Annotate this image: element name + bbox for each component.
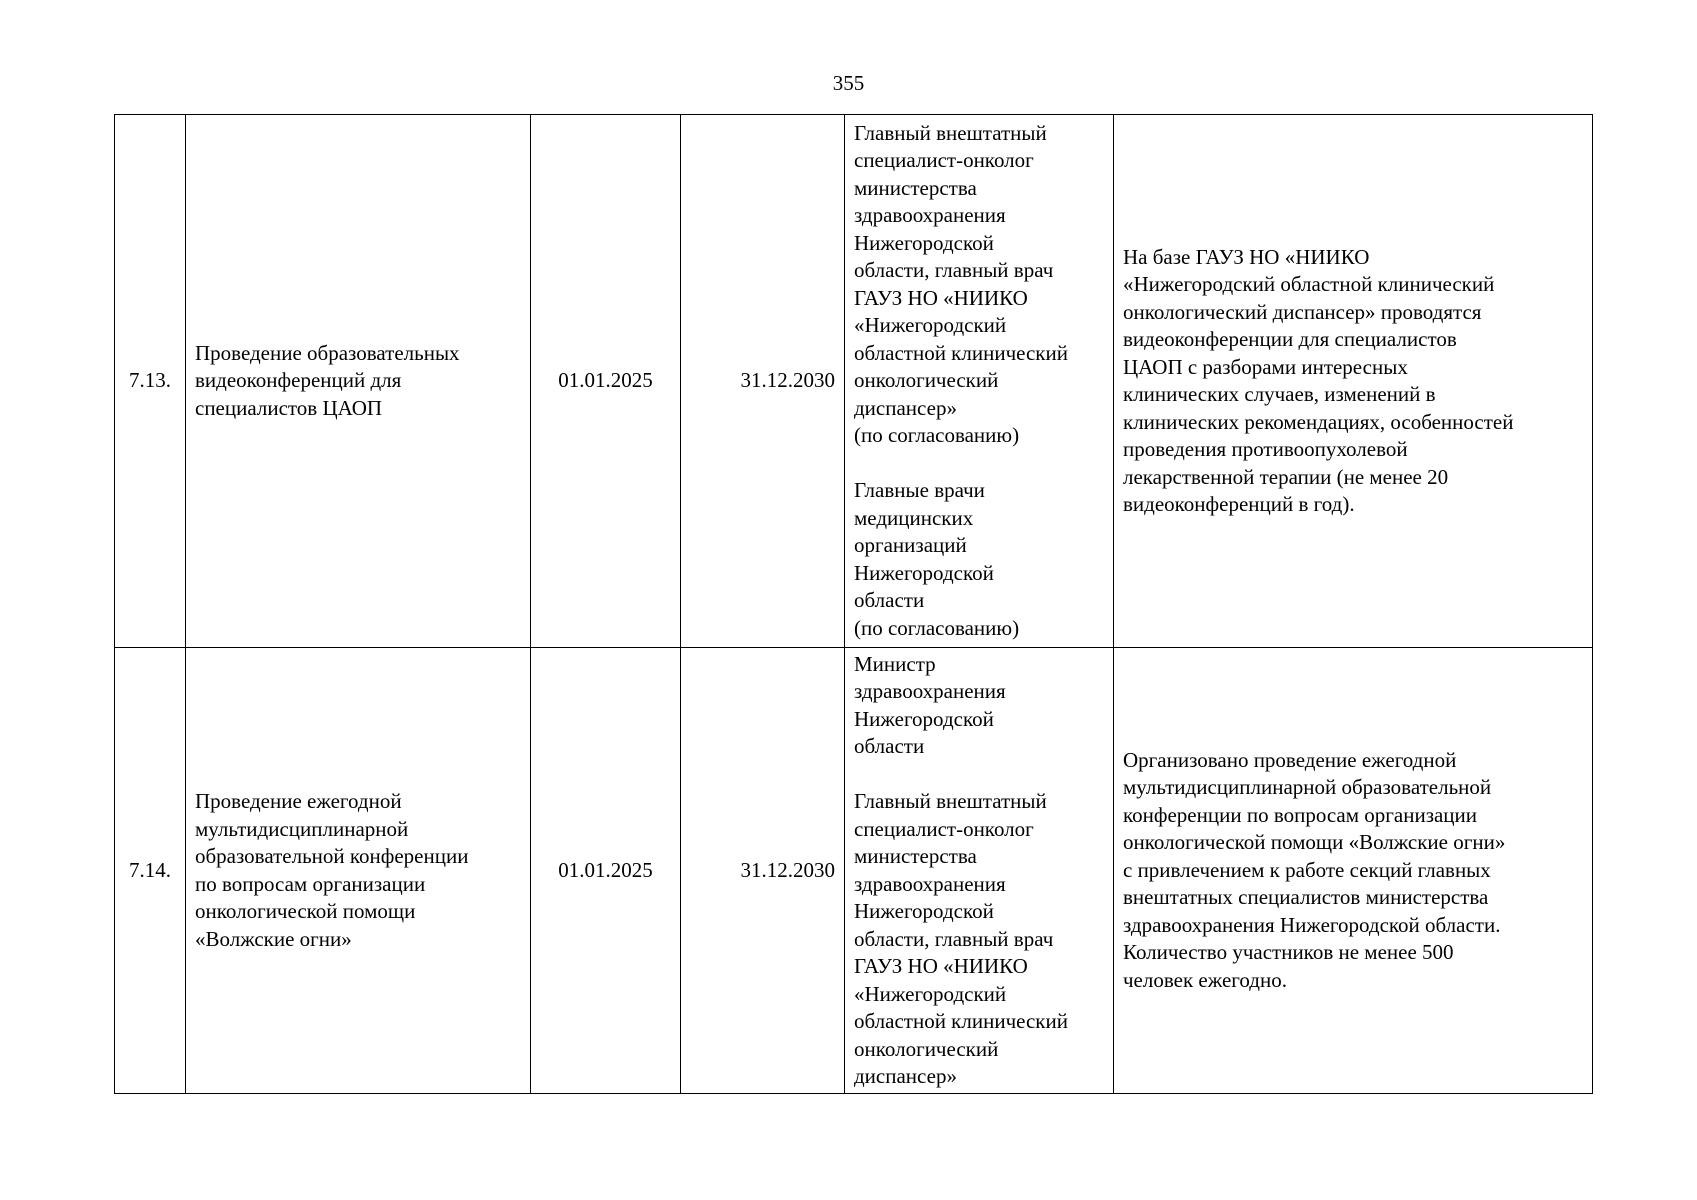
result-line: внештатных специалистов министерства — [1123, 885, 1489, 910]
responsible-line: Нижегородской — [854, 560, 994, 585]
result-line: «Нижегородский областной клинический — [1123, 272, 1495, 296]
measure-title-line: «Волжские огни» — [195, 926, 352, 951]
responsible-line: Главный внештатный — [854, 789, 1047, 813]
responsible-line: специалист-онколог — [854, 816, 1034, 841]
table-row — [115, 115, 1593, 648]
end-date: 31.12.2030 — [681, 115, 845, 648]
expected-result — [1114, 115, 1593, 648]
responsible-block — [854, 120, 1104, 450]
measure-title-line: онкологической помощи — [195, 899, 416, 923]
expected-result — [1114, 648, 1593, 1094]
responsible-line: ГАУЗ НО «НИИКО — [854, 954, 1028, 978]
responsible-line: специалист-онколог — [854, 148, 1034, 173]
responsible-line: здравоохранения — [854, 679, 1006, 703]
responsible-line: здравоохранения — [854, 871, 1006, 896]
result-line: клинических случаев, изменений в — [1123, 382, 1436, 406]
responsible-line: онкологический — [854, 1036, 999, 1061]
page-number: 355 — [832, 71, 865, 95]
measure-title-line: Проведение образовательных — [195, 340, 460, 365]
result-line: мультидисциплинарной образовательной — [1123, 775, 1492, 800]
result-line: проведения противоопухолевой — [1123, 437, 1408, 461]
measure-title-line: образовательной конференции — [195, 844, 469, 868]
start-date: 01.01.2025 — [531, 115, 681, 648]
responsible-line: (по согласованию) — [854, 423, 1020, 448]
responsible-line: области — [854, 734, 925, 758]
responsible-line: области — [854, 588, 925, 613]
block-spacer — [854, 450, 1104, 478]
result-line: онкологический диспансер» проводятся — [1123, 299, 1482, 324]
responsible-line: Главные врачи — [854, 478, 985, 503]
start-date: 01.01.2025 — [531, 648, 681, 1094]
responsible-line: ГАУЗ НО «НИИКО — [854, 285, 1028, 310]
result-line: человек ежегодно. — [1123, 967, 1287, 992]
responsible-line: здравоохранения — [854, 203, 1006, 228]
measure-title-line: Проведение ежегодной — [195, 789, 402, 813]
responsible-line: Нижегородской — [854, 706, 994, 731]
measure-title-line: по вопросам организации — [195, 871, 426, 896]
result-line: клинических рекомендациях, особенностей — [1123, 409, 1514, 434]
result-line: с привлечением к работе секций главных — [1123, 857, 1491, 882]
responsible-block — [854, 788, 1104, 1091]
responsible-line: Нижегородской — [854, 899, 994, 923]
responsible-block — [854, 651, 1104, 761]
measures-table — [114, 114, 1593, 1094]
item-number: 7.13. — [115, 115, 186, 648]
result-line: видеоконференций в год). — [1123, 492, 1355, 516]
table-body — [115, 115, 1593, 1094]
responsible-line: (по согласованию) — [854, 615, 1020, 640]
responsible-line: «Нижегородский — [854, 981, 1007, 1006]
table-row — [115, 648, 1593, 1094]
measure-title — [186, 115, 531, 648]
result-line: ЦАОП с разборами интересных — [1123, 354, 1408, 379]
result-line: видеоконференции для специалистов — [1123, 327, 1457, 351]
result-line: здравоохранения Нижегородской области. — [1123, 912, 1501, 937]
end-date: 31.12.2030 — [681, 648, 845, 1094]
responsible-line: Главный внештатный — [854, 120, 1047, 145]
item-number: 7.14. — [115, 648, 186, 1094]
responsible-line: онкологический — [854, 368, 999, 393]
responsible-line: «Нижегородский — [854, 313, 1007, 338]
responsible-line: области, главный врач — [854, 926, 1054, 951]
block-spacer — [854, 761, 1104, 789]
responsible-executors — [845, 648, 1114, 1094]
responsible-line: областной клинический — [854, 1009, 1068, 1033]
responsible-line: Нижегородской — [854, 230, 994, 255]
responsible-block — [854, 477, 1104, 642]
responsible-line: областной клинический — [854, 340, 1068, 365]
responsible-line: министерства — [854, 844, 977, 868]
responsible-line: Министр — [854, 651, 936, 676]
result-line: Количество участников не менее 500 — [1123, 940, 1454, 965]
measure-title-line: мультидисциплинарной — [195, 816, 409, 841]
result-line: Организовано проведение ежегодной — [1123, 747, 1457, 772]
measure-title-line: видеоконференций для — [195, 368, 402, 393]
result-line: На базе ГАУЗ НО «НИИКО — [1123, 244, 1370, 269]
measure-title-line: специалистов ЦАОП — [195, 395, 383, 420]
responsible-line: диспансер» — [854, 395, 957, 420]
measure-title — [186, 648, 531, 1094]
responsible-line: области, главный врач — [854, 258, 1054, 283]
responsible-line: диспансер» — [854, 1064, 957, 1088]
result-line: онкологической помощи «Волжские огни» — [1123, 830, 1506, 855]
responsible-line: министерства — [854, 175, 977, 200]
responsible-line: медицинских — [854, 505, 974, 530]
responsible-line: организаций — [854, 533, 967, 558]
result-line: лекарственной терапии (не менее 20 — [1123, 464, 1449, 489]
result-line: конференции по вопросам организации — [1123, 802, 1478, 827]
responsible-executors — [845, 115, 1114, 648]
